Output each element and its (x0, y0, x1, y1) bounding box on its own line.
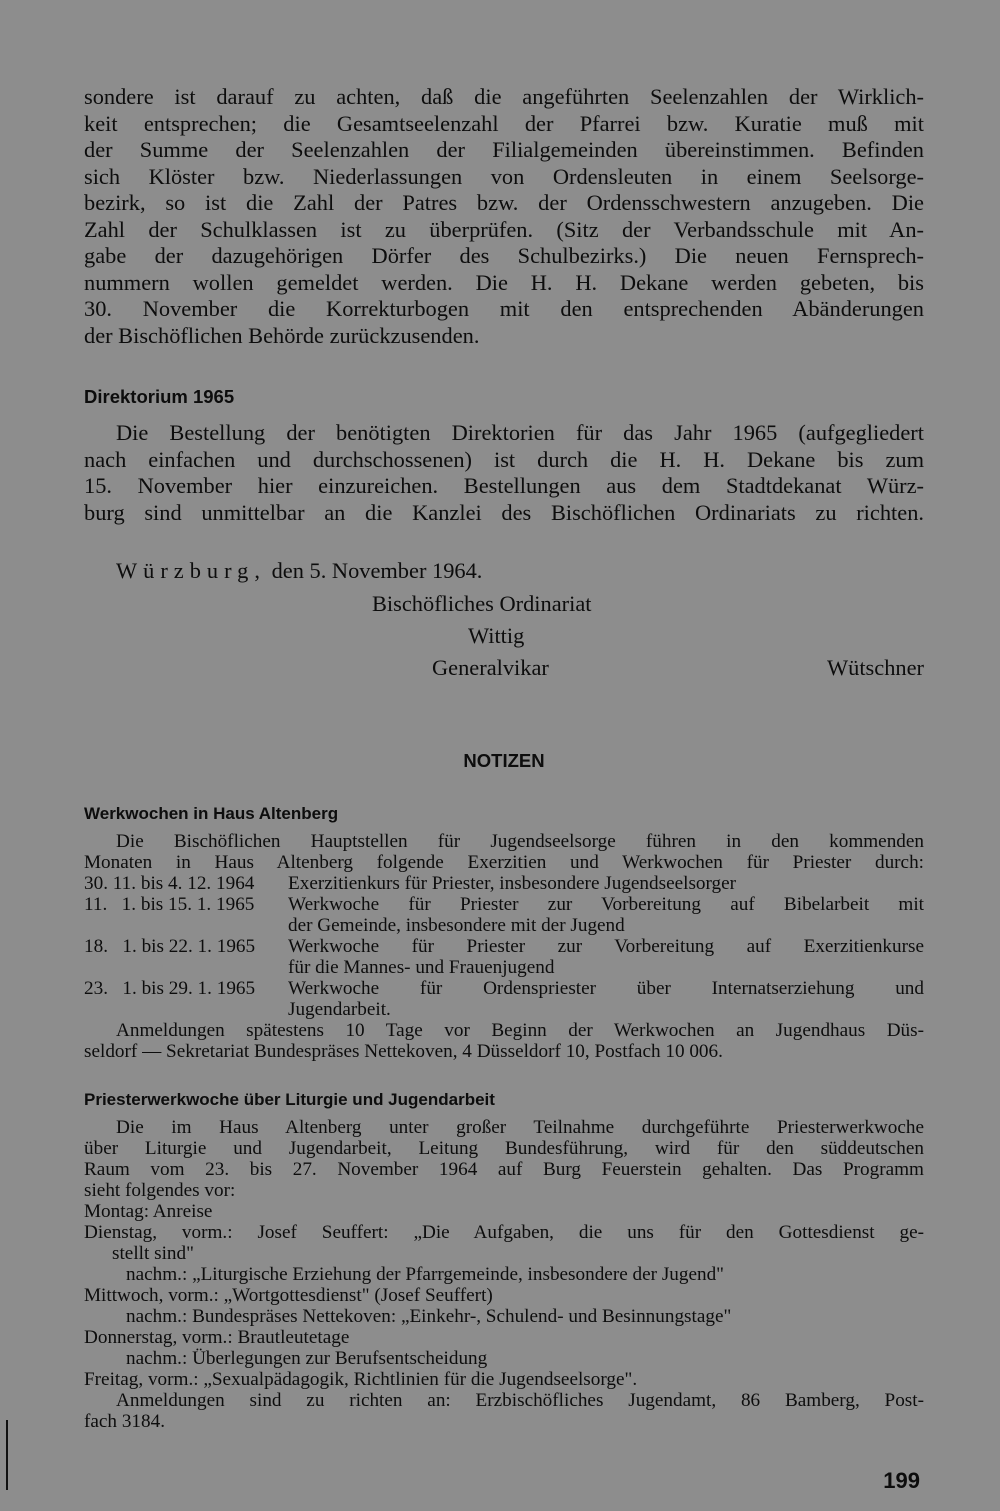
signature-clerk: Wütschner (827, 655, 924, 680)
schedule-desc (288, 894, 924, 936)
notizen-heading: NOTIZEN (463, 750, 545, 771)
schedule-date: 18. 1. bis 22. 1. 1965 (84, 936, 256, 957)
section-heading-werkwochen: Werkwochen in Haus Altenberg (84, 804, 339, 823)
text-line: Jugendarbeit. (288, 999, 391, 1020)
program-line: nachm.: „Liturgische Erziehung der Pfarrgemeinde, insbesondere der Jugend" (126, 1264, 725, 1285)
page-number: 199 (883, 1468, 920, 1493)
program-line: Montag: Anreise (84, 1201, 213, 1222)
signature-place: Würzburg, (116, 558, 266, 583)
schedule-date: 23. 1. bis 29. 1. 1965 (84, 978, 256, 999)
signature-date: den 5. November 1964. (271, 558, 483, 583)
schedule-desc (288, 873, 924, 894)
text-line: Exerzitienkurs für Priester, insbesondere Jugendseelsorger (288, 873, 737, 894)
text-line: Werkwoche für Priester zur Vorbereitung auf Exerzitienkurse (288, 936, 924, 957)
margin-mark (6, 1420, 8, 1490)
section-heading-priesterwerkwoche: Priesterwerkwoche über Liturgie und Jugendarbeit (84, 1090, 495, 1109)
program-line: Freitag, vorm.: „Sexualpädagogik, Richtlinien für die Jugendseelsorge". (84, 1369, 638, 1390)
intro-paragraph (84, 84, 924, 349)
text-line: 15. November hier einzureichen. Bestellungen aus dem Stadtdekanat Würz- (84, 473, 924, 498)
schedule-desc (288, 978, 924, 1020)
text-line: Monaten in Haus Altenberg folgende Exerzitien und Werkwochen für Priester durch: (84, 852, 924, 873)
text-line: keit entsprechen; die Gesamtseelenzahl der Pfarrei bzw. Kuratie muß mit (84, 110, 924, 136)
signature-title: Generalvikar (432, 655, 549, 680)
text-line: Anmeldungen spätestens 10 Tage vor Beginn der Werkwochen an Jugendhaus Düs- (116, 1020, 924, 1041)
text-line: 30. November die Korrekturbogen mit den entsprechenden Abänderungen (84, 296, 924, 321)
text-line: nummern wollen gemeldet werden. Die H. H. Dekane werden gebeten, bis (84, 269, 924, 295)
text-line: Raum vom 23. bis 27. November 1964 auf Burg Feuerstein gehalten. Das Programm (84, 1159, 924, 1180)
schedule-desc (288, 936, 924, 978)
text-line: Werkwoche für Priester zur Vorbereitung auf Bibelarbeit mit (288, 894, 924, 915)
text-line: Werkwoche für Ordenspriester über Internatserziehung und (288, 978, 924, 999)
text-line: bezirk, so ist die Zahl der Patres bzw. der Ordensschwestern anzugeben. Die (84, 190, 924, 215)
schedule-row (84, 894, 924, 936)
priesterwerkwoche-section (84, 1117, 924, 1432)
text-line: burg sind unmittelbar an die Kanzlei des Bischöflichen Ordinariats zu richten. (84, 499, 924, 525)
direktorium-paragraph (84, 420, 924, 526)
text-line: der Summe der Seelenzahlen der Filialgemeinden übereinstimmen. Befinden (84, 137, 924, 162)
text-line: Die im Haus Altenberg unter großer Teilnahme durchgeführte Priesterwerkwoche (116, 1117, 924, 1138)
program-line: stellt sind" (112, 1243, 194, 1264)
text-line: gabe der dazugehörigen Dörfer des Schulbezirks.) Die neuen Fernsprech- (84, 243, 924, 268)
text-line: sondere ist darauf zu achten, daß die angeführten Seelenzahlen der Wirklich- (84, 84, 924, 109)
text-line: nach einfachen und durchschossenen) ist durch die H. H. Dekane bis zum (84, 446, 924, 472)
text-line: Die Bestellung der benötigten Direktorien für das Jahr 1965 (aufgegliedert (116, 420, 924, 445)
section-heading-direktorium: Direktorium 1965 (84, 386, 235, 407)
text-line: über Liturgie und Jugendarbeit, Leitung Bundesführung, wird für den süddeutschen (84, 1138, 924, 1159)
signature-name: Wittig (468, 623, 525, 648)
text-line: Anmeldungen sind zu richten an: Erzbischöfliches Jugendamt, 86 Bamberg, Post- (116, 1390, 924, 1411)
text-line: sich Klöster bzw. Niederlassungen von Ordensleuten in einem Seelsorge- (84, 163, 924, 189)
program-line: Donnerstag, vorm.: Brautleutetage (84, 1327, 350, 1348)
text-line: für die Mannes- und Frauenjugend (288, 957, 555, 978)
text-line: Zahl der Schulklassen ist zu überprüfen. (Sitz der Verbandsschule mit An- (84, 216, 924, 242)
signature-place-date (116, 558, 482, 584)
schedule-date: 30. 11. bis 4. 12. 1964 (84, 873, 255, 894)
schedule-row (84, 873, 924, 894)
text-line: seldorf — Sekretariat Bundespräses Nettekoven, 4 Düsseldorf 10, Postfach 10 006. (84, 1041, 723, 1062)
program-line: nachm.: Bundespräses Nettekoven: „Einkehr-, Schulend- und Besinnungstage" (126, 1306, 732, 1327)
text-line: der Bischöflichen Behörde zurückzusenden. (84, 322, 480, 348)
werkwochen-section (84, 831, 924, 1062)
program-line: Mittwoch, vorm.: „Wortgottesdienst" (Josef Seuffert) (84, 1285, 493, 1306)
text-line: fach 3184. (84, 1411, 165, 1432)
program-line: Dienstag, vorm.: Josef Seuffert: „Die Aufgaben, die uns für den Gottesdienst ge- (84, 1222, 924, 1243)
program-line: nachm.: Überlegungen zur Berufsentscheidung (126, 1348, 488, 1369)
schedule-row (84, 978, 924, 1020)
text-line: sieht folgendes vor: (84, 1180, 236, 1201)
text-line: der Gemeinde, insbesondere mit der Jugend (288, 915, 625, 936)
schedule-row (84, 936, 924, 978)
schedule-date: 11. 1. bis 15. 1. 1965 (84, 894, 255, 915)
signature-office: Bischöfliches Ordinariat (372, 591, 592, 616)
text-line: Die Bischöflichen Hauptstellen für Jugendseelsorge führen in den kommenden (116, 831, 924, 852)
